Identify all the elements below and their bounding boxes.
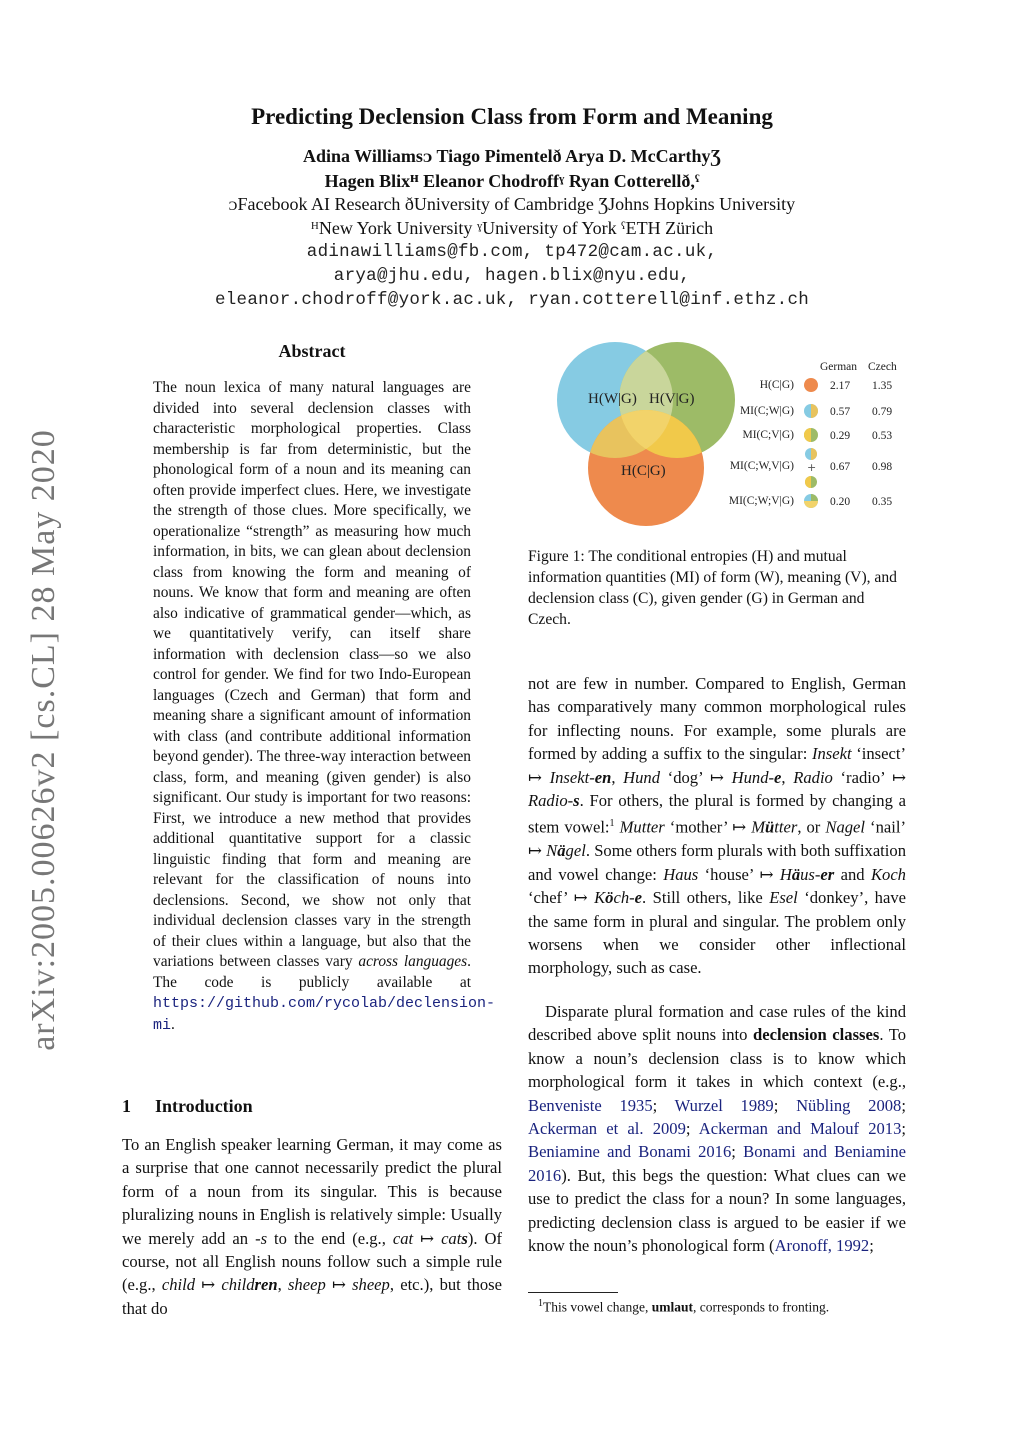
- intro-paragraph-1: To an English speaker learning German, it may come as a surprise that one cannot necessarily predict the plural form of a noun from its singular. This is because pluralizing nouns in English is relatively simple: Usually we merely add an -s to the end (e.g., cat ↦ cats). Of course, not all English nouns follow such a simple rule (e.g., child ↦ children, sheep ↦ sheep, etc.), but those that do: [122, 1135, 503, 1318]
- row-czech: 0.98: [872, 461, 893, 473]
- row-label: H(C|G): [759, 379, 794, 391]
- affiliations-line-2: ᴴNew York University ˠUniversity of York ˤETH Zürich: [310, 218, 714, 238]
- row-czech: 1.35: [872, 380, 893, 392]
- abstract-italic: across languages: [358, 953, 468, 970]
- affiliations-line-1: ᴐFacebook AI Research ðUniversity of Cambridge ƷJohns Hopkins University: [228, 194, 796, 214]
- section-number: 1: [122, 1096, 131, 1116]
- emails-line-2[interactable]: arya@jhu.edu, hagen.blix@nyu.edu,: [333, 266, 691, 286]
- authors-line-2: Hagen Blixᴴ Eleanor Chodroffˠ Ryan Cotterellð,ˤ: [324, 171, 700, 191]
- svg-text:+: +: [807, 461, 817, 474]
- intro-paragraph-3: Disparate plural formation and case rules of the kind described above split nouns into declension classes. To know a noun’s declension class is to know which morphological form it takes in which context (e.g., Benveniste 1935; Wurzel 1989; Nübling 2008; Ackerman et al. 2009; Ackerman and Malouf 2013; Beniamine and Bonami 2016; Bonami and Beniamine 2016). But, this begs the question: What clues can we use to predict the class for a noun? In some languages, predicting declension class is argued to be easier if we know the noun’s phonological form (Aronoff, 1992;: [528, 1002, 907, 1256]
- row-czech: 0.79: [872, 406, 893, 418]
- abstract-text: The noun lexica of many natural languages are divided into several declension classes with characteristic morphological properties. Class membership is far from deterministic, but the phonological form of a noun and its meaning can often provide imperfect clues. Here, we investigate the strength of those clues. More specifically, we operationalize “strength” as measuring how much information, in bits, we can glean about declension class from knowing the form and meaning of nouns. We know that form and meaning are often also indicative of grammatical gender—which, as we quantitatively verify, can itself share information with declension class—so we also control for gender. We find for two Indo-European languages (Czech and German) that form and meaning share a significant amount of information with class (and contribute additional information beyond gender). The three-way interaction between class, form, and meaning (given gender) is also significant. Our study is important for two reasons: First, we introduce a new method that provides additional quantitative support for a classic linguistic finding that form and meaning are relevant for the classification of nouns into declensions. Second, we show not only that individual declension classes vary in the strength of their clues within a language, but also that the variations between classes vary: [153, 379, 471, 970]
- emails-line-1[interactable]: adinawilliams@fb.com, tp472@cam.ac.uk,: [306, 242, 718, 262]
- authors-line-1: Adina Williamsᴐ Tiago Pimentelð Arya D. McCarthyƷ: [302, 146, 722, 166]
- paper-title: Predicting Declension Class from Form and Meaning: [251, 104, 773, 129]
- emails-line-3[interactable]: eleanor.chodroff@york.ac.uk, ryan.cotterell@inf.ethz.ch: [214, 290, 810, 310]
- row-glyph: [804, 378, 818, 392]
- venn-label-c: H(C|G): [621, 463, 666, 479]
- row-label: MI(C;W;V|G): [728, 495, 794, 507]
- row-czech: 0.35: [872, 496, 893, 508]
- abstract-text-2: . The code is publicly available at: [153, 953, 471, 991]
- row-czech: 0.53: [872, 430, 893, 442]
- figure-caption: Figure 1: The conditional entropies (H) and mutual information quantities (MI) of form (W), meaning (V), and declension class (C), given gender (G) in German and Czech.: [528, 548, 897, 628]
- venn-label-w: H(W|G): [588, 391, 637, 407]
- abstract-body: [153, 378, 496, 1036]
- footnote-rule: [528, 1292, 618, 1293]
- section-title: Introduction: [155, 1096, 253, 1116]
- figure-1: [528, 338, 908, 538]
- row-german: 0.57: [830, 406, 851, 418]
- abstract-end: .: [171, 1015, 175, 1033]
- row-label: MI(C;W,V|G): [729, 460, 794, 472]
- row-german: 0.67: [830, 461, 851, 473]
- footnote-mark: 1: [538, 1298, 543, 1309]
- footnote-bold: umlaut: [651, 1299, 693, 1315]
- footnote-text-2: , corresponds to fronting.: [692, 1299, 830, 1315]
- row-german: 2.17: [830, 380, 851, 392]
- footnote: [538, 1298, 829, 1316]
- row-label: MI(C;W|G): [739, 405, 794, 417]
- footnote-text: This vowel change,: [543, 1299, 652, 1315]
- col-german: German: [820, 361, 858, 373]
- row-german: 0.29: [830, 430, 851, 442]
- row-label: MI(C;V|G): [742, 429, 794, 441]
- code-link[interactable]: https://github.com/rycolab/declension-mi: [153, 995, 496, 1034]
- section-heading: [122, 1096, 253, 1117]
- row-german: 0.20: [830, 496, 851, 508]
- arxiv-identifier: arXiv:2005.00626v2 [cs.CL] 28 May 2020: [25, 429, 62, 1051]
- venn-label-v: H(V|G): [649, 391, 695, 407]
- intro-paragraph-2: not are few in number. Compared to English, German has comparatively many common morphological rules for inflecting nouns. For example, some plurals are formed by adding a suffix to the singular: Insekt ‘insect’ ↦ Insekt-en, Hund ‘dog’ ↦ Hund-e, Radio ‘radio’ ↦ Radio-s. For others, the plural is formed by changing a stem vowel:$^1$ Mutter ‘mother’ ↦ Mütter, or Nagel ‘nail’ ↦ Nägel. Some others form plurals with both suffixation and vowel change: Haus ‘house’ ↦ Häus-er and Koch ‘chef’ ↦ Köch-e. Still others, like Esel ‘donkey’, have the same form in plural and singular. The problem only worsens when we consider other inflectional morphology, such as case.: [528, 674, 907, 978]
- col-czech: Czech: [868, 361, 897, 373]
- abstract-heading: Abstract: [278, 341, 346, 361]
